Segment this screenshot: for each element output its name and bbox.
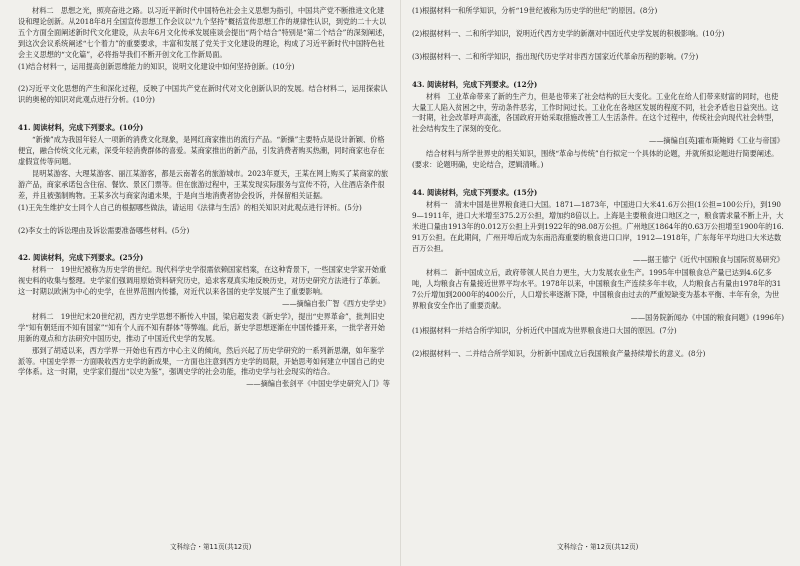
- question-42-1: (1)根据材料一和所学知识，分析“19世纪被称为历史学的世纪”的原因。(8分): [412, 6, 658, 15]
- question-42-material-2-cont: 那到了胡适以来，西方学界一开始也有西方中心主义的倾向，然后兴起了历史学研究的一系列新思潮，如年鉴学派等。中国史学界一方面吸收西方史学的新成果，一方面也注意到西方史学的局限，开始思考如何建立中国自己的史学体系。这一时期，史学家们提出“以史为鉴”，强调史学的社会功能，推动史学与社会现实的结合。: [18, 345, 385, 377]
- question-44-material-1: 材料一 清末中国是世界粮食进口大国。1871—1873年，中国进口大米41.6万公担(1公担=100公斤)，到1909—1911年，进口大米增至375.2万公担，增加约8倍以上。上海是主要粮食进口地区之一，粮食需求量不断上升，大米进口量由1913年的0.012万公担上升到1922年的98.08万公担。广州地区1864年的0.63万公担增至1900年的16.91万公担。在此期间，广州开埠后成为东南沿海重要的粮食进口口岸，1912—1918年，广东每年平均进口大米达数百万公担。: [412, 199, 784, 253]
- question-43-material: 材料 工业革命带来了新的生产力，但是也带来了社会结构的巨大变化。工业化在给人们带来财富的同时，也使大量工人陷入贫困之中，劳动条件恶劣，工作时间过长。工业化在各地区发展的程度不同，社会矛盾也日益突出。这一时期，社会改革呼声高涨，各国政府开始采取措施改善工人生活条件。在这个过程中，传统社会向现代社会转型，社会结构发生了深刻的变化。: [412, 91, 779, 134]
- question-41-material-a: “新操”成为我国年轻人一项新的消费文化现象，是网红商家推出的流行产品。“新操”主要特点是设计新颖、价格便宜，融合传统文化元素，深受年轻消费群体的喜爱。某商家推出的新产品，引发消费者购买热潮，同时商家也存在虚假宣传等问题。: [18, 135, 385, 166]
- page-footer-right: 文科综合・第12页(共12页): [557, 543, 639, 551]
- question-43-task: 结合材料与所学世界史的相关知识，围绕“革命与传统”自行拟定一个具体的论题，并就所拟论题进行简要阐述。(要求：论题明确，史论结合，逻辑清晰。): [412, 149, 779, 170]
- question-43-source: ——摘编自[英]霍布斯鲍姆《工业与帝国》: [649, 136, 784, 146]
- question-42-material-1-source: ——摘编自张广智《西方史学史》: [282, 299, 390, 309]
- question-44-2: (2)根据材料一、二并结合所学知识，分析新中国成立后我国粮食产量持续增长的意义。(8分): [412, 348, 706, 358]
- question-42-3: (3)根据材料一、二和所学知识，指出现代历史学对非西方国家近代革命历程的影响。(7分): [412, 51, 699, 61]
- question-42-material-2: 材料二 19世纪末20世纪初，西方史学思想不断传入中国，梁启超发表《新史学》，提出“史界革命”，批判旧史学“知有朝廷而不知有国家”“知有个人而不知有群体”等弊端。此后，新史学思想逐渐在中国传播开来，一批学者开始用新的观点和方法研究中国历史，推动了中国近代史学的发展。: [18, 311, 385, 343]
- question-43-title: 43. 阅读材料，完成下列要求。(12分): [412, 79, 538, 89]
- question-44-title: 44. 阅读材料，完成下列要求。(15分): [412, 187, 538, 197]
- question-41-title: 41. 阅读材料，完成下列要求。(10分): [18, 123, 144, 133]
- question-40-2: (2)习近平文化思想的产生和深化过程，反映了中国共产党在新时代对文化创新认识的发展。结合材料二，运用探索认识的奥秘的知识对此观点进行分析。(10分): [18, 84, 388, 105]
- question-42-material-1: 材料一 19世纪被称为历史学的世纪。现代科学史学很需依赖国家档案，在这种背景下，一些国家史学家开始重视史料的收集与整理。史学家们强调用原始资料研究历史，追求客观真实地反映历史，对历史研究方法进行了革新。这一时期以欧洲为中心的史学，在世界范围内传播，对近代以来各国的史学发展产生了重要影响。: [18, 265, 387, 297]
- question-42-2: (2)根据材料一、二和所学知识，说明近代西方史学的新潮对中国近代史学发展的积极影响。(10分): [412, 28, 725, 38]
- answer-space: [18, 107, 390, 118]
- answer-space: [412, 41, 784, 52]
- page-footer-left: 文科综合・第11页(共12页): [170, 543, 252, 551]
- question-41-2: (2)李女士的诉讼理由及诉讼需要准备哪些材料。(5分): [18, 225, 190, 235]
- question-44-material-1-source: ——据王德宁《近代中国粮食与国际贸易研究》: [633, 255, 784, 265]
- question-44-1: (1)根据材料一并结合所学知识，分析近代中国成为世界粮食进口大国的原因。(7分): [412, 325, 677, 335]
- answer-space: [412, 338, 784, 349]
- question-40-1: (1)结合材料一，运用提高创新思维能力的知识，说明文化建设中如何坚持创新。(10分): [18, 61, 295, 71]
- answer-space: [412, 64, 784, 75]
- answer-space: [412, 18, 784, 29]
- center-fold: [400, 0, 401, 566]
- question-41-material-b: 昆明某游客、大理某游客、丽江某游客，都是云南著名的旅游城市。2023年夏天，王某在网上购买了某商家的旅游产品，商家承诺包含住宿、餐饮、景区门票等。但在旅游过程中，王某发现实际服务与宣传不符，入住酒店条件很差，并且被强制购物。王某多次与商家沟通未果，于是向当地消费者协会投诉，并保留相关证据。: [18, 168, 389, 200]
- material-2-text: 材料二 思想之光，照亮奋进之路。以习近平新时代中国特色社会主义思想为指引，中国共产党不断推进文化建设和理论创新。从2018年8月全国宣传思想工作会议以“九个坚持”概括宣传思想工作的规律性认识，到党的二十大以五个方面全面阐述新时代文化建设，从去年6月文化传承发展座谈会提出“两个结合”特别是“第二个结合”的深刻阐述，到这次会议系统阐述“七个着力”的重要要求，丰富和发展了党关于文化建设的理论，构成了习近平新时代中国特色社会主义思想的“文化篇”，必将指导我们不断开创文化工作新局面。: [18, 6, 390, 59]
- left-page: [18, 6, 390, 392]
- answer-space: [18, 237, 390, 248]
- answer-space: [18, 215, 390, 226]
- question-41-1: (1)王先生维护女士同个人自己的根据哪些做法，请运用《法律与生活》的相关知识对此观点进行评析。(5分): [18, 202, 362, 212]
- right-page: [412, 6, 784, 361]
- question-42-material-2-source: ——摘编自张剑平《中国史学史研究入门》等: [246, 379, 390, 389]
- answer-space: [412, 172, 784, 183]
- question-44-material-2-source: ——国务院新闻办《中国的粮食问题》(1996年): [630, 312, 784, 322]
- question-42-title: 42. 阅读材料，完成下列要求。(25分): [18, 253, 144, 263]
- question-44-material-2: 材料二 新中国成立后，政府带领人民自力更生，大力发展农业生产。1995年中国粮食总产量已达到4.6亿多吨，人均粮食占有量接近世界平均水平。1978年以来，中国粮食生产连续多年丰收，人均粮食占有量由1978年的317公斤增加到2000年的400公斤，人口增长率逐渐下降，中国粮食由过去的严重短缺变为基本平衡、丰年有余，为世界粮食安全作出了重要贡献。: [412, 268, 782, 311]
- answer-space: [18, 73, 390, 84]
